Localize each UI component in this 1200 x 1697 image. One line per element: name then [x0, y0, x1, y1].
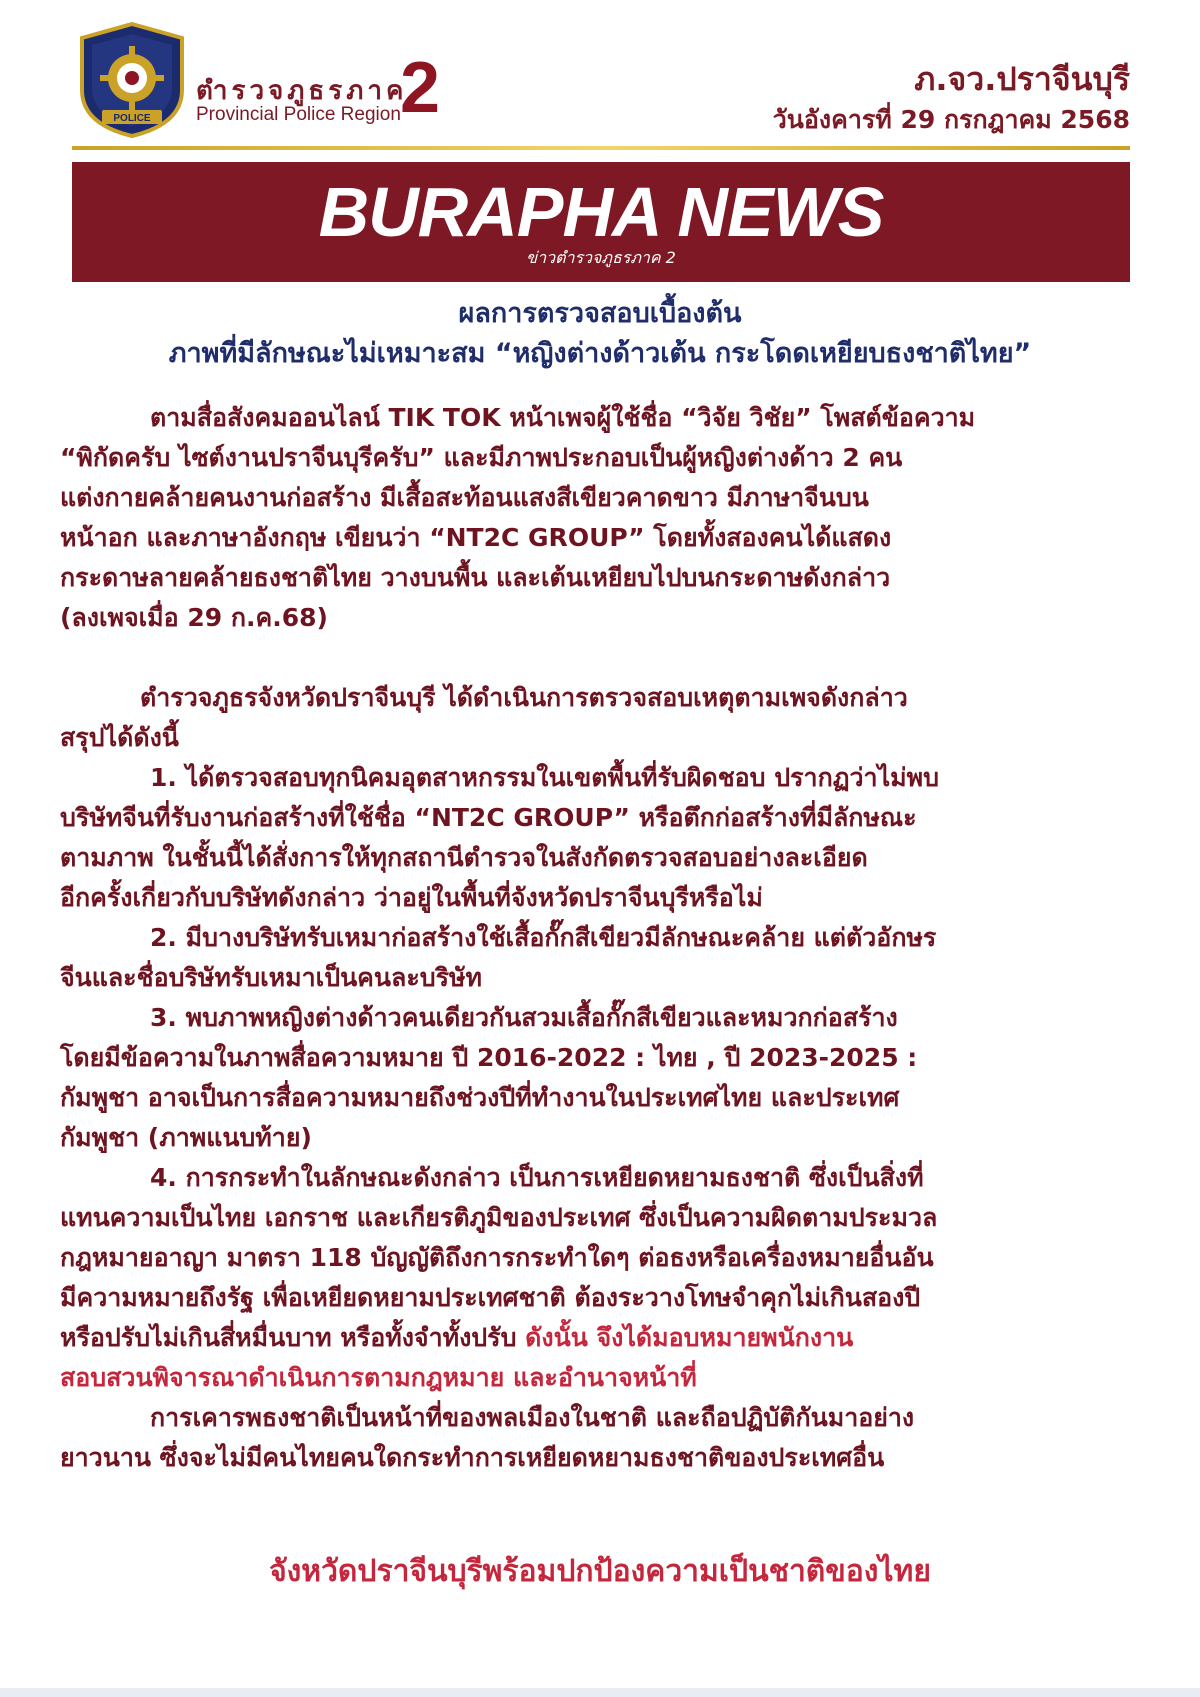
text-line: กฎหมายอาญา มาตรา 118 บัญญัติถึงการกระทำใดๆ ต่อธงหรือเครื่องหมายอื่นอัน [60, 1243, 934, 1272]
paragraph-3 [60, 1398, 1140, 1478]
org-name-thai: ตำรวจภูธรภาค [196, 76, 408, 106]
headline-line-1: ผลการตรวจสอบเบื้องต้น [458, 298, 742, 329]
text-line: กัมพูชา (ภาพแนบท้าย) [60, 1123, 312, 1152]
headline-line-2: ภาพที่มีลักษณะไม่เหมาะสม “หญิงต่างด้าวเต้น กระโดดเหยียบธงชาติไทย” [168, 338, 1032, 369]
headline [60, 294, 1140, 374]
finding-3 [60, 998, 1140, 1158]
text-line: 3. พบภาพหญิงต่างด้าวคนเดียวกันสวมเสื้อกั๊กสีเขียวและหมวกก่อสร้าง [150, 1003, 898, 1032]
text-line: จีนและชื่อบริษัทรับเหมาเป็นคนละบริษัท [60, 963, 482, 992]
paragraph-1 [60, 398, 1140, 638]
finding-4 [60, 1158, 1140, 1398]
text-line: ตำรวจภูธรจังหวัดปราจีนบุรี ได้ดำเนินการตรวจสอบเหตุตามเพจดังกล่าว [140, 683, 908, 712]
text-line: “พิกัดครับ ไซต์งานปราจีนบุรีครับ” และมีภาพประกอบเป็นผู้หญิงต่างด้าว 2 คน [60, 443, 903, 472]
text-line: แต่งกายคล้ายคนงานก่อสร้าง มีเสื้อสะท้อนแสงสีเขียวคาดขาว มีภาษาจีนบน [60, 483, 869, 512]
region-number: 2 [400, 48, 441, 128]
text-line: กระดาษลายคล้ายธงชาติไทย วางบนพื้น และเต้นเหยียบไปบนกระดาษดังกล่าว [60, 563, 891, 592]
text-line: มีความหมายถึงรัฐ เพื่อเหยียดหยามประเทศชาติ ต้องระวางโทษจำคุกไม่เกินสองปี [60, 1283, 921, 1312]
finding-1 [60, 758, 1140, 918]
text-line: สรุปได้ดังนี้ [60, 723, 179, 752]
news-banner [72, 162, 1130, 282]
text-line: อีกครั้งเกี่ยวกับบริษัทดังกล่าว ว่าอยู่ในพื้นที่จังหวัดปราจีนบุรีหรือไม่ [60, 883, 763, 912]
text-line: (ลงเพจเมื่อ 29 ก.ค.68) [60, 603, 328, 632]
finding-2 [60, 918, 1140, 998]
text-line: โดยมีข้อความในภาพสื่อความหมาย ปี 2016-2022 : ไทย , ปี 2023-2025 : [60, 1043, 918, 1072]
banner-subtitle: ข่าวตำรวจภูธรภาค 2 [526, 248, 676, 267]
province-label: ภ.จว.ปราจีนบุรี [914, 60, 1130, 98]
text-line: บริษัทจีนที่รับงานก่อสร้างที่ใช้ชื่อ “NT2C GROUP” หรือตึกก่อสร้างที่มีลักษณะ [60, 803, 917, 832]
org-name-english: Provincial Police Region [196, 104, 401, 125]
emphasis-line: สอบสวนพิจารณาดำเนินการตามกฎหมาย และอำนาจหน้าที่ [60, 1363, 697, 1392]
text-line [60, 1318, 1140, 1358]
publish-date: วันอังคารที่ 29 กรกฎาคม 2568 [772, 105, 1130, 134]
paragraph-2 [60, 678, 1140, 758]
article-body [60, 398, 1140, 1478]
text-line: กัมพูชา อาจเป็นการสื่อความหมายถึงช่วงปีที่ทำงานในประเทศไทย และประเทศ [60, 1083, 900, 1112]
gold-divider [72, 146, 1130, 150]
text-line: 1. ได้ตรวจสอบทุกนิคมอุตสาหกรรมในเขตพื้นที่รับผิดชอบ ปรากฏว่าไม่พบ [150, 763, 939, 792]
paragraph-gap [60, 638, 1140, 678]
text-line: 2. มีบางบริษัทรับเหมาก่อสร้างใช้เสื้อกั๊กสีเขียวมีลักษณะคล้าย แต่ตัวอักษร [150, 923, 937, 952]
emphasis-text: ดังนั้น จึงได้มอบหมายพนักงาน [525, 1323, 854, 1352]
seal-label: POLICE [113, 113, 151, 124]
text-line: หน้าอก และภาษาอังกฤษ เขียนว่า “NT2C GROUP” โดยทั้งสองคนได้แสดง [60, 523, 892, 552]
police-seal-icon [72, 20, 192, 140]
header [0, 0, 1200, 170]
text-line: ยาวนาน ซึ่งจะไม่มีคนไทยคนใดกระทำการเหยียดหยามธงชาติของประเทศอื่น [60, 1443, 885, 1472]
closing-slogan: จังหวัดปราจีนบุรีพร้อมปกป้องความเป็นชาติของไทย [269, 1554, 931, 1589]
text-line: แทนความเป็นไทย เอกราช และเกียรติภูมิของประเทศ ซึ่งเป็นความผิดตามประมวล [60, 1203, 938, 1232]
banner-title: BURAPHA NEWS [318, 173, 884, 251]
text-line: 4. การกระทำในลักษณะดังกล่าว เป็นการเหยียดหยามธงชาติ ซึ่งเป็นสิ่งที่ [150, 1163, 924, 1192]
bottom-strip [0, 1688, 1200, 1697]
text-line: ตามสื่อสังคมออนไลน์ TIK TOK หน้าเพจผู้ใช้ชื่อ “วิจัย วิชัย” โพสต์ข้อความ [150, 403, 976, 432]
text-line: การเคารพธงชาติเป็นหน้าที่ของพลเมืองในชาติ และถือปฏิบัติกันมาอย่าง [150, 1403, 915, 1432]
text-line: ตามภาพ ในชั้นนี้ได้สั่งการให้ทุกสถานีตำรวจในสังกัดตรวจสอบอย่างละเอียด [60, 843, 868, 872]
text-span: หรือปรับไม่เกินสี่หมื่นบาท หรือทั้งจำทั้งปรับ [60, 1323, 526, 1352]
